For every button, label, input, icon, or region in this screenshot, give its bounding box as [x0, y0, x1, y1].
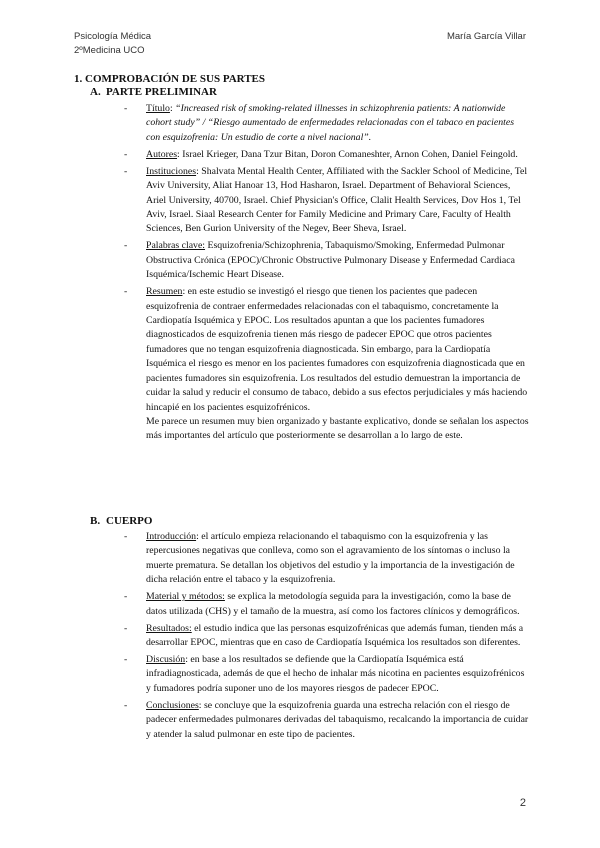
preliminary-list	[118, 102, 530, 446]
header-left	[74, 30, 151, 58]
course-year: 2ºMedicina UCO	[74, 45, 145, 56]
item-label: Material y métodos:	[146, 591, 225, 603]
item-label: Resumen	[146, 286, 183, 298]
list-item-title: - Título: “Increased risk of smoking-related illnesses in schizophrenia patients: A nationwide cohort study” / “Riesgo aumentado de enfermedades relacionadas con el tabaco en pacientes con esquizofrenia: Un estudio de corte a nivel nacional”.	[124, 103, 515, 143]
subsection-a-letter: A.	[90, 86, 101, 98]
item-text: Shalvata Mental Health Center, Affiliated with the Sackler School of Medicine, Tel Aviv University, Aliat Hanoar 13, Hod Hasharon, Israel. Department of Behavioral Sciences, Ariel University, 40700, Israel. Chief Physician's Office, Clalit Health Services, Dov Hos 1, Tel Aviv, Israel. Siaal Research Center for Family Medicine and Primary Care, Faculty of Health Sciences, Ben Gurion University of the Negev, Beer Sheva, Israel.	[146, 165, 528, 235]
subsection-a-title: PARTE PRELIMINAR	[106, 86, 217, 98]
item-label: Introducción	[146, 531, 197, 542]
list-item-results: - Resultados: el estudio indica que las personas esquizofrénicas que además fuman, tienden más a desarrollar EPOC, mientras que en caso de Cardiopatía Isquémica los resultados son diferentes.	[124, 622, 524, 649]
subsection-a-heading	[90, 86, 217, 98]
course-name: Psicología Médica	[74, 31, 152, 42]
item-label: Discusión	[146, 654, 186, 666]
item-label: Instituciones	[146, 165, 197, 177]
list-item-abstract: - Resumen: en este estudio se investigó el riesgo que tienen los pacientes que padecen esquizofrenia de contraer enfermedades relacionadas con el tabaquismo, concretamente la Cardiopatía Isquémica y EPOC. Los resultados apuntan a que los pacientes fumadores diagnosticados de esquizofrenia tienen más riesgo de padecer EPOC que otros pacientes fumadores que no tengan esquizofrenia diagnosticada. Sin embargo, para la Cardiopatía Isquémica el riesgo es menor en los pacientes fumadores con esquizofrenia diagnosticada que en pacientes fumadores sin esquizofrenia. Los resultados del estudio demuestran la importancia de cuidar la salud y reducir el consumo de tabaco, debido a sus efectos perjudiciales y más haciendo hincapié en los pacientes esquizofrénicos. Me parece un resumen muy bien organizado y bastante explicativo, donde se señalan los aspectos más importantes del artículo que posteriormente se desarrollan a lo largo de este.	[118, 285, 530, 443]
item-text: se explica la metodología seguida para la investigación, como la base de datos utilizada (CHS) y el tamaño de la muestra, así como los factores clínicos y demográficos.	[146, 591, 520, 617]
page-number: 2	[519, 797, 526, 809]
list-item-institutions: - Instituciones: Shalvata Mental Health Center, Affiliated with the Sackler School of Medicine, Tel Aviv University, Aliat Hanoar 13, Hod Hasharon, Israel. Department of Behavioral Sciences, Ariel University, 40700, Israel. Chief Physician's Office, Clalit Health Services, Dov Hos 1, Tel Aviv, Israel. Siaal Research Center for Family Medicine and Primary Care, Faculty of Health Sciences, Ben Gurion University of the Negev, Beer Sheva, Israel.	[124, 165, 528, 235]
section-title: 1. COMPROBACIÓN DE SUS PARTES	[74, 73, 266, 85]
list-item-discussion: - Discusión: en base a los resultados se defiende que la Cardiopatía Isquémica está infradiagnosticada, además de que el hecho de inhalar más nicotina en pacientes esquizofrénicos y fumadores podría suponer uno de los mayores riesgos de padecer EPOC.	[124, 654, 525, 694]
subsection-b-letter: B.	[90, 515, 101, 527]
body-list	[118, 530, 530, 745]
subsection-b-title: CUERPO	[106, 515, 153, 527]
item-label: Resultados:	[146, 622, 192, 634]
item-text: Esquizofrenia/Schizophrenia, Tabaquismo/Smoking, Enfermedad Pulmonar Obstructiva Crónica (EPOC)/Chronic Obstructive Pulmonary Disease y Enfermedad Cardiaca Isquémica/Ischemic Heart Disease.	[146, 240, 515, 281]
item-label: Palabras clave:	[146, 240, 206, 252]
item-text: en este estudio se investigó el riesgo que tienen los pacientes que padecen esquizofrenia de contraer enfermedades relacionadas con el tabaquismo, concretamente la Cardiopatía Isquémica y EPOC. Los resultados apuntan a que los pacientes fumadores diagnosticados de esquizofrenia tienen más riesgo de padecer EPOC que otros pacientes fumadores que no tengan esquizofrenia diagnosticada. Sin embargo, para la Cardiopatía Isquémica el riesgo es menor en los pacientes fumadores con esquizofrenia diagnosticada que en pacientes fumadores sin esquizofrenia. Los resultados del estudio demuestran la importancia de cuidar la salud y reducir el consumo de tabaco, debido a sus efectos perjudiciales y más haciendo hincapié en los pacientes esquizofrénicos.	[146, 286, 528, 413]
list-item-keywords: - Palabras clave: Esquizofrenia/Schizophrenia, Tabaquismo/Smoking, Enfermedad Pulmonar Obstructiva Crónica (EPOC)/Chronic Obstructive Pulmonary Disease y Enfermedad Cardiaca Isquémica/Ischemic Heart Disease.	[124, 240, 515, 281]
item-text: el artículo empieza relacionando el tabaquismo con la esquizofrenia y las repercusiones negativas que conlleva, como son el agravamiento de los síntomas o incluso la muerte prematura. Se detallan los objetivos del estudio y la importancia de la investigación de dicha relación entre el tabaco y la esquizofrenia.	[146, 531, 515, 586]
list-item-introduction: - Introducción: el artículo empieza relacionando el tabaquismo con la esquizofrenia y las repercusiones negativas que conlleva, como son el agravamiento de los síntomas o incluso la muerte prematura. Se detallan los objetivos del estudio y la importancia de la investigación de dicha relación entre el tabaco y la esquizofrenia.	[124, 531, 515, 586]
item-text: Israel Krieger, Dana Tzur Bitan, Doron Comaneshter, Arnon Cohen, Daniel Feingold.	[182, 148, 518, 160]
item-text: en base a los resultados se defiende que la Cardiopatía Isquémica está infradiagnosticada, además de que el hecho de inhalar más nicotina en pacientes esquizofrénicos y fumadores podría suponer uno de los mayores riesgos de padecer EPOC.	[146, 654, 525, 694]
list-item-methods: - Material y métodos: se explica la metodología seguida para la investigación, como la base de datos utilizada (CHS) y el tamaño de la muestra, así como los factores clínicos y demográficos.	[124, 591, 520, 617]
item-label: Título	[146, 103, 170, 114]
list-item-authors: - Autores: Israel Krieger, Dana Tzur Bitan, Doron Comaneshter, Arnon Cohen, Daniel Feingold.	[124, 148, 518, 160]
subsection-b-heading	[90, 515, 152, 527]
item-text: “Increased risk of smoking-related illnesses in schizophrenia patients: A nationwide cohort study” / “Riesgo aumentado de enfermedades relacionadas con el tabaco en pacientes con esquizofrenia: Un estudio de corte a nivel nacional”.	[146, 103, 515, 143]
item-text: se concluye que la esquizofrenia guarda una estrecha relación con el riesgo de padecer enfermedades pulmonares derivadas del tabaquismo, recalcando la importancia de cuidar y atender la salud pulmonar en este tipo de pacientes.	[146, 699, 529, 740]
list-item-conclusions: - Conclusiones: se concluye que la esquizofrenia guarda una estrecha relación con el riesgo de padecer enfermedades pulmonares derivadas del tabaquismo, recalcando la importancia de cuidar y atender la salud pulmonar en este tipo de pacientes.	[124, 699, 529, 740]
author-name: María García Villar	[446, 31, 526, 42]
item-label: Conclusiones	[146, 699, 199, 711]
abstract-opinion: Me parece un resumen muy bien organizado y bastante explicativo, donde se señalan los aspectos más importantes del artículo que posteriormente se desarrollan a lo largo de este.	[146, 415, 529, 442]
item-label: Autores	[146, 148, 178, 160]
item-text: el estudio indica que las personas esquizofrénicas que además fuman, tienden más a desarrollar EPOC, mientras que en caso de Cardiopatía Isquémica los resultados son diferentes.	[146, 622, 524, 649]
